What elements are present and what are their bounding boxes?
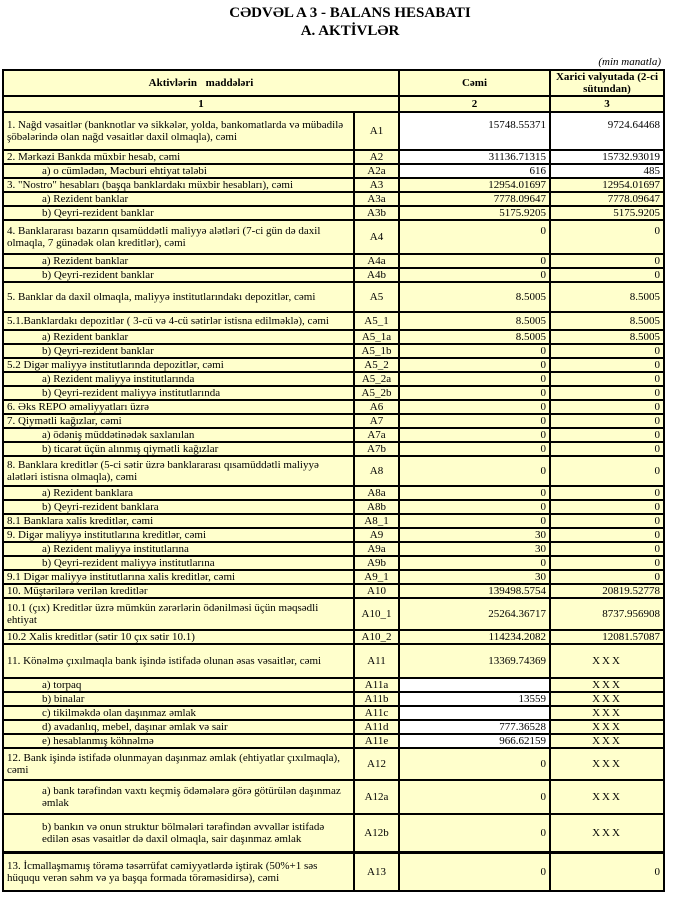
foreign-value: 0 — [550, 486, 664, 500]
foreign-value: XXX — [550, 734, 664, 748]
item-label: 9. Digər maliyyə institutlarına kreditlər, cəmi — [3, 528, 354, 542]
foreign-value: 7778.09647 — [550, 192, 664, 206]
total-value: 0 — [399, 386, 550, 400]
total-value: 30 — [399, 528, 550, 542]
item-code: A9 — [354, 528, 399, 542]
total-value: 30 — [399, 570, 550, 584]
item-label: 2. Mərkəzi Bankda müxbir hesab, cəmi — [3, 150, 354, 164]
total-value: 0 — [399, 372, 550, 386]
table-row — [3, 692, 664, 706]
table-row — [3, 630, 664, 644]
foreign-value: 12954.01697 — [550, 178, 664, 192]
foreign-value[interactable]: 9724.64468 — [550, 112, 664, 150]
foreign-value: 0 — [550, 570, 664, 584]
item-label: b) binalar — [3, 692, 354, 706]
foreign-value: XXX — [550, 678, 664, 692]
total-value: 8.5005 — [399, 282, 550, 312]
table-row — [3, 748, 664, 780]
total-value[interactable]: 31136.71315 — [399, 150, 550, 164]
total-value: 30 — [399, 542, 550, 556]
foreign-value: 0 — [550, 254, 664, 268]
foreign-value: 0 — [550, 528, 664, 542]
unit-note: (min manatla) — [598, 56, 661, 68]
item-code: A5_2b — [354, 386, 399, 400]
foreign-value: XXX — [550, 780, 664, 814]
column-index-row — [3, 96, 664, 112]
table-row — [3, 720, 664, 734]
table-row — [3, 330, 664, 344]
total-value: 0 — [399, 358, 550, 372]
table-row — [3, 358, 664, 372]
item-code: A7 — [354, 414, 399, 428]
total-value: 8.5005 — [399, 312, 550, 330]
table-row — [3, 780, 664, 814]
table-row — [3, 428, 664, 442]
assets-table-body — [3, 112, 664, 891]
table-row — [3, 706, 664, 720]
total-value: 0 — [399, 344, 550, 358]
assets-table-header — [3, 70, 664, 112]
total-value: 0 — [399, 442, 550, 456]
item-code: A4b — [354, 268, 399, 282]
table-row — [3, 500, 664, 514]
table-row — [3, 584, 664, 598]
col-header-foreign: Xarici valyutada (2-ci sütundan) — [550, 70, 664, 96]
table-row — [3, 528, 664, 542]
item-code: A2a — [354, 164, 399, 178]
foreign-value: 0 — [550, 344, 664, 358]
item-code: A5_1 — [354, 312, 399, 330]
total-value: 0 — [399, 414, 550, 428]
total-value: 139498.5754 — [399, 584, 550, 598]
report-title: CƏDVƏL A 3 - BALANS HESABATI — [229, 5, 471, 21]
table-row — [3, 598, 664, 630]
item-label: 10.2 Xalis kreditlər (sətir 10 çıx sətir 10.1) — [3, 630, 354, 644]
item-label: d) avadanlıq, mebel, daşınar əmlak və sair — [3, 720, 354, 734]
total-value[interactable] — [399, 678, 550, 692]
foreign-value[interactable]: 15732.93019 — [550, 150, 664, 164]
report-subtitle: A. AKTİVLƏR — [300, 23, 400, 39]
total-value: 0 — [399, 486, 550, 500]
foreign-value: 0 — [550, 500, 664, 514]
foreign-value: 0 — [550, 853, 664, 892]
table-row — [3, 206, 664, 220]
item-label: a) Rezident banklar — [3, 192, 354, 206]
foreign-value: 0 — [550, 428, 664, 442]
table-row — [3, 570, 664, 584]
item-code: A9_1 — [354, 570, 399, 584]
total-value: 0 — [399, 456, 550, 486]
foreign-value: 0 — [550, 372, 664, 386]
table-row — [3, 556, 664, 570]
item-code: A11a — [354, 678, 399, 692]
foreign-value: 0 — [550, 556, 664, 570]
item-code: A5_2a — [354, 372, 399, 386]
item-code: A7b — [354, 442, 399, 456]
item-code: A7a — [354, 428, 399, 442]
item-code: A11d — [354, 720, 399, 734]
item-label: a) torpaq — [3, 678, 354, 692]
item-code: A3a — [354, 192, 399, 206]
item-label: 13. İcmallaşmamış törəmə təsərrüfat cəmiyyətlərdə iştirak (50%+1 səs hüququ verən səhm və ya başqa formada törəməsidirsə), cəmi — [3, 853, 354, 892]
item-code: A2 — [354, 150, 399, 164]
item-label: c) tikilməkdə olan daşınmaz əmlak — [3, 706, 354, 720]
total-value[interactable]: 616 — [399, 164, 550, 178]
item-code: A8_1 — [354, 514, 399, 528]
item-label: 12. Bank işində istifadə olunmayan daşınmaz əmlak (ehtiyatlar çıxılmaqla), cəmi — [3, 748, 354, 780]
total-value: 0 — [399, 254, 550, 268]
item-label: 6. Əks REPO əməliyyatları üzrə — [3, 400, 354, 414]
total-value: 7778.09647 — [399, 192, 550, 206]
item-code: A10_2 — [354, 630, 399, 644]
table-row — [3, 386, 664, 400]
total-value: 0 — [399, 268, 550, 282]
table-row — [3, 514, 664, 528]
col-index-foreign: 3 — [550, 96, 664, 112]
total-value[interactable]: 13559 — [399, 692, 550, 706]
item-label: a) o cümlədən, Məcburi ehtiyat tələbi — [3, 164, 354, 178]
foreign-value: XXX — [550, 706, 664, 720]
total-value[interactable] — [399, 706, 550, 720]
foreign-value: XXX — [550, 748, 664, 780]
item-label: b) Qeyri-rezident maliyyə institutlarında — [3, 386, 354, 400]
total-value: 0 — [399, 400, 550, 414]
item-code: A13 — [354, 853, 399, 892]
item-code: A8a — [354, 486, 399, 500]
foreign-value: XXX — [550, 692, 664, 706]
item-label: a) ödəniş müddətinədək saxlanılan — [3, 428, 354, 442]
table-row — [3, 192, 664, 206]
total-value: 0 — [399, 428, 550, 442]
table-row — [3, 853, 664, 892]
table-row — [3, 164, 664, 178]
table-row — [3, 542, 664, 556]
item-code: A11c — [354, 706, 399, 720]
foreign-value: 0 — [550, 386, 664, 400]
table-row — [3, 150, 664, 164]
table-row — [3, 400, 664, 414]
item-label: 5. Banklar da daxil olmaqla, maliyyə institutlarındakı depozitlər, cəmi — [3, 282, 354, 312]
foreign-value: 0 — [550, 268, 664, 282]
table-row — [3, 734, 664, 748]
item-code: A11b — [354, 692, 399, 706]
table-row — [3, 220, 664, 254]
foreign-value: 12081.57087 — [550, 630, 664, 644]
table-row — [3, 372, 664, 386]
item-code: A6 — [354, 400, 399, 414]
table-row — [3, 112, 664, 150]
item-label: b) Qeyri-rezident banklara — [3, 500, 354, 514]
header-row — [3, 70, 664, 96]
item-label: 8. Banklara kreditlər (5-ci sətir üzrə banklararası qısamüddətli maliyyə alətləri istisna olmaqla), cəmi — [3, 456, 354, 486]
item-label: 5.2 Digər maliyyə institutlarında depozitlər, cəmi — [3, 358, 354, 372]
total-value: 5175.9205 — [399, 206, 550, 220]
foreign-value: XXX — [550, 644, 664, 678]
foreign-value: 5175.9205 — [550, 206, 664, 220]
total-value[interactable]: 777.36528 — [399, 720, 550, 734]
total-value: 0 — [399, 556, 550, 570]
col-header-items: Aktivlərin maddələri — [3, 70, 399, 96]
item-label: 10.1 (çıx) Kreditlər üzrə mümkün zərərlərin ödənilməsi üçün məqsədli ehtiyat — [3, 598, 354, 630]
item-code: A10 — [354, 584, 399, 598]
item-code: A12a — [354, 780, 399, 814]
item-label: b) Qeyri-rezident banklar — [3, 344, 354, 358]
total-value: 0 — [399, 780, 550, 814]
item-label: 1. Nağd vəsaitlər (banknotlar və sikkələr, yolda, bankomatlarda və mübadilə şöbələrində olan nağd vəsaitlər daxil olmaqla), cəmi — [3, 112, 354, 150]
total-value: 0 — [399, 220, 550, 254]
foreign-value: 0 — [550, 220, 664, 254]
item-label: a) Rezident maliyyə institutlarında — [3, 372, 354, 386]
item-code: A11 — [354, 644, 399, 678]
table-row — [3, 178, 664, 192]
item-label: 4. Banklararası bazarın qısamüddətli maliyyə alətləri (7-ci gün də daxil olmaqla, 7 günədək olan kreditlər), cəmi — [3, 220, 354, 254]
item-label: 8.1 Banklara xalis kreditlər, cəmi — [3, 514, 354, 528]
item-label: b) ticarət üçün alınmış qiymətli kağızlar — [3, 442, 354, 456]
table-row — [3, 414, 664, 428]
foreign-value: 8737.956908 — [550, 598, 664, 630]
total-value: 0 — [399, 514, 550, 528]
item-code: A3b — [354, 206, 399, 220]
item-label: 11. Könəlmə çıxılmaqla bank işində istifadə olunan əsas vəsaitlər, cəmi — [3, 644, 354, 678]
foreign-value[interactable]: 485 — [550, 164, 664, 178]
item-label: b) Qeyri-rezident banklar — [3, 206, 354, 220]
table-row — [3, 644, 664, 678]
title-block — [0, 0, 700, 40]
total-value: 12954.01697 — [399, 178, 550, 192]
foreign-value: 8.5005 — [550, 282, 664, 312]
item-label: a) Rezident banklar — [3, 330, 354, 344]
table-row — [3, 312, 664, 330]
total-value: 0 — [399, 814, 550, 853]
item-code: A10_1 — [354, 598, 399, 630]
item-code: A12b — [354, 814, 399, 853]
item-code: A9a — [354, 542, 399, 556]
foreign-value: 0 — [550, 542, 664, 556]
item-code: A4 — [354, 220, 399, 254]
foreign-value: 0 — [550, 514, 664, 528]
total-value: 0 — [399, 748, 550, 780]
table-row — [3, 456, 664, 486]
foreign-value: XXX — [550, 814, 664, 853]
total-value: 8.5005 — [399, 330, 550, 344]
item-code: A5_2 — [354, 358, 399, 372]
total-value: 0 — [399, 500, 550, 514]
table-row — [3, 282, 664, 312]
item-label: e) hesablanmış köhnəlmə — [3, 734, 354, 748]
table-row — [3, 814, 664, 853]
total-value[interactable]: 966.62159 — [399, 734, 550, 748]
item-code: A5 — [354, 282, 399, 312]
item-label: 5.1.Banklardakı depozitlər ( 3-cü və 4-cü sətirlər istisna edilməklə), cəmi — [3, 312, 354, 330]
total-value[interactable]: 15748.55371 — [399, 112, 550, 150]
item-label: 9.1 Digər maliyyə institutlarına xalis kreditlər, cəmi — [3, 570, 354, 584]
item-label: b) bankın və onun struktur bölmələri tərəfindən əvvəllər istifadə edilən əsas vəsaitlər də daxil olmaqla, sair daşınmaz əmlak — [3, 814, 354, 853]
foreign-value: 0 — [550, 358, 664, 372]
item-label: a) Rezident banklar — [3, 254, 354, 268]
item-label: b) Qeyri-rezident banklar — [3, 268, 354, 282]
item-code: A5_1b — [354, 344, 399, 358]
table-row — [3, 486, 664, 500]
table-row — [3, 344, 664, 358]
table-row — [3, 678, 664, 692]
item-code: A8 — [354, 456, 399, 486]
item-code: A3 — [354, 178, 399, 192]
total-value: 0 — [399, 853, 550, 892]
foreign-value: 0 — [550, 414, 664, 428]
item-code: A1 — [354, 112, 399, 150]
foreign-value: 0 — [550, 442, 664, 456]
item-code: A12 — [354, 748, 399, 780]
total-value: 25264.36717 — [399, 598, 550, 630]
col-header-total: Cəmi — [399, 70, 550, 96]
foreign-value: 8.5005 — [550, 312, 664, 330]
item-code: A5_1a — [354, 330, 399, 344]
total-value: 114234.2082 — [399, 630, 550, 644]
table-row — [3, 268, 664, 282]
item-code: A4a — [354, 254, 399, 268]
table-row — [3, 254, 664, 268]
item-label: a) Rezident banklara — [3, 486, 354, 500]
item-code: A8b — [354, 500, 399, 514]
assets-table — [2, 69, 665, 892]
total-value: 13369.74369 — [399, 644, 550, 678]
item-label: a) Rezident maliyyə institutlarına — [3, 542, 354, 556]
col-index-total: 2 — [399, 96, 550, 112]
col-index-items: 1 — [3, 96, 399, 112]
foreign-value: 0 — [550, 456, 664, 486]
item-label: a) bank tərəfindən vaxtı keçmiş ödəmələrə görə götürülən daşınmaz əmlak — [3, 780, 354, 814]
foreign-value: 8.5005 — [550, 330, 664, 344]
item-label: b) Qeyri-rezident maliyyə institutlarına — [3, 556, 354, 570]
foreign-value: XXX — [550, 720, 664, 734]
item-label: 7. Qiymətli kağızlar, cəmi — [3, 414, 354, 428]
foreign-value: 0 — [550, 400, 664, 414]
item-label: 10. Müştərilərə verilən kreditlər — [3, 584, 354, 598]
item-code: A9b — [354, 556, 399, 570]
item-code: A11e — [354, 734, 399, 748]
table-row — [3, 442, 664, 456]
item-label: 3. "Nostro" hesabları (başqa banklardakı müxbir hesabları), cəmi — [3, 178, 354, 192]
foreign-value: 20819.52778 — [550, 584, 664, 598]
